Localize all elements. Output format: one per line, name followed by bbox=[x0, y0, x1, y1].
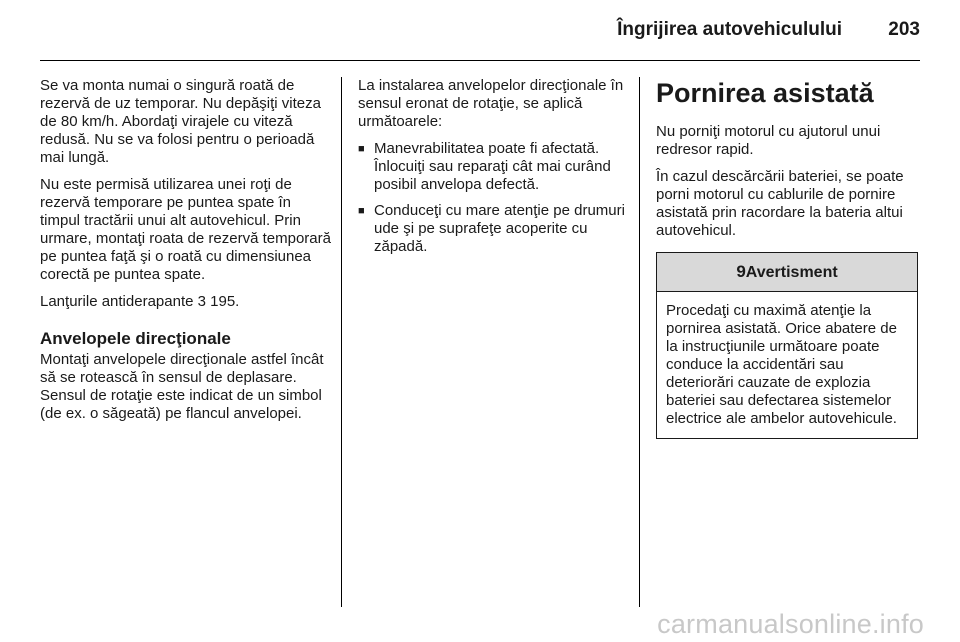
column-3 bbox=[656, 77, 924, 439]
column-divider-1 bbox=[341, 77, 342, 607]
paragraph-temporary-spare: Se va monta numai o singură roată de rezervă de uz temporar. Nu depăşiţi viteza de 80 km/h. Abordaţi virajele cu viteză redusă. Nu se va folosi pentru o perioadă mai lungă. bbox=[40, 77, 321, 166]
page-number: 203 bbox=[888, 19, 920, 40]
chapter-title: Îngrijirea autovehiculului bbox=[617, 19, 842, 40]
paragraph-snow-chains bbox=[40, 293, 332, 311]
snow-chains-page-ref[interactable]: 195. bbox=[205, 293, 240, 310]
page-header bbox=[40, 0, 920, 61]
watermark: carmanualsonline.info bbox=[657, 609, 924, 639]
warning-triangle-icon: 9 bbox=[736, 262, 746, 281]
paragraph-jump-cables: În cazul descărcării bateriei, se poate porni motorul cu cablurile de pornire asistată prin racordare la bateria altui autovehicul. bbox=[656, 168, 904, 239]
warning-title: Avertisment bbox=[745, 264, 838, 281]
list-item: ■ Conduceţi cu mare atenţie pe drumuri ude şi pe suprafeţe acoperite cu zăpadă. bbox=[358, 202, 630, 256]
column-1 bbox=[40, 77, 332, 432]
paragraph-towing: Nu este permisă utilizarea unei roţi de rezervă temporare pe puntea spate în timpul tractării unui alt autovehicul. Prin urmare, montaţi roata de rezervă temporară pe puntea faţă şi o roată cu dimensiunea corectă pe puntea spate. bbox=[40, 176, 331, 283]
warning-text: Procedaţi cu maximă atenţie la pornirea asistată. Orice abatere de la instrucţiunile următoare poate conduce la accidentări sau deteriorări cauzate de explozia bateriei sau defectarea sistemelor electrice ale ambelor autovehicule. bbox=[666, 302, 897, 427]
paragraph-quick-charger: Nu porniţi motorul cu ajutorul unui redresor rapid. bbox=[656, 123, 881, 158]
list-item: ■ Manevrabilitatea poate fi afectată. Înlocuiţi sau reparaţi cât mai curând posibil anvelopa defectă. bbox=[358, 140, 630, 194]
snow-chains-text: Lanţurile antiderapante bbox=[40, 293, 198, 310]
paragraph-directional-tyres: Montaţi anvelopele direcţionale astfel încât să se rotească în sensul de deplasare. Sensul de rotaţie este indicat de un simbol (de ex. o săgeată) pe flancul anvelopei. bbox=[40, 351, 324, 422]
column-2 bbox=[358, 77, 630, 264]
page-reference-icon: 3 bbox=[197, 293, 206, 310]
warning-header bbox=[657, 253, 917, 292]
paragraph-wrong-direction: La instalarea anvelopelor direcţionale în sensul eronat de rotaţie, se aplică următoarele: bbox=[358, 77, 624, 130]
warning-box bbox=[656, 252, 918, 439]
consequence-list bbox=[358, 140, 630, 256]
section-title-directional-tyres: Anvelopele direcţionale bbox=[40, 329, 231, 348]
section-title-jump-start: Pornirea asistată bbox=[656, 78, 874, 108]
column-divider-2 bbox=[639, 77, 640, 607]
